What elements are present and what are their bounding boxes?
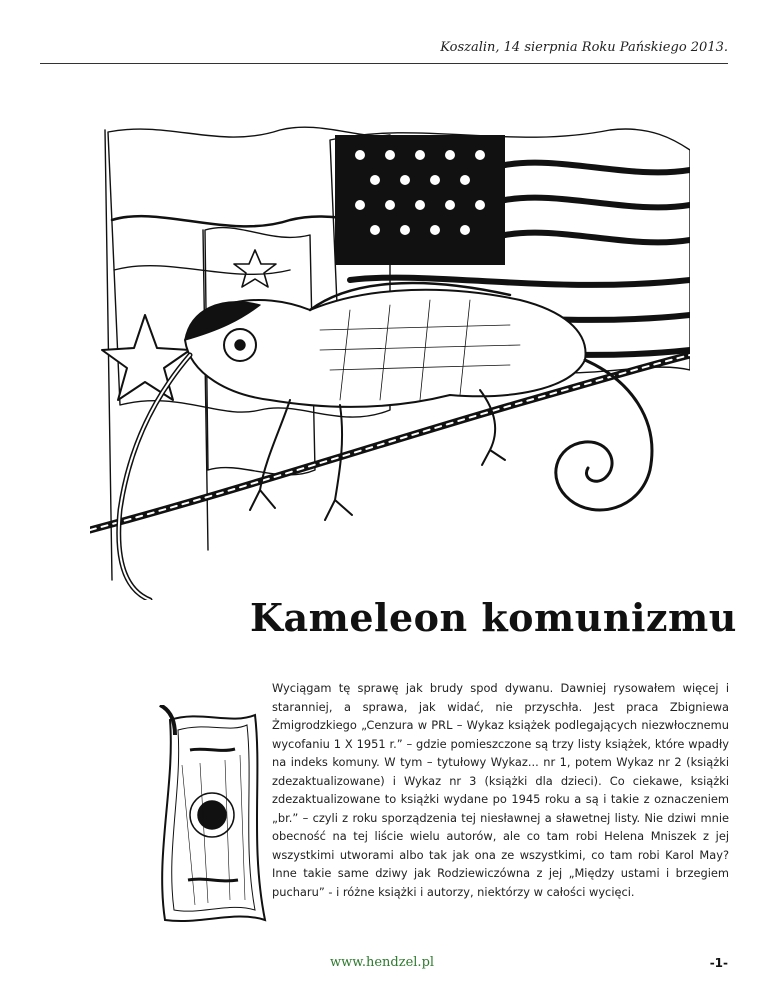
star-shape — [234, 250, 276, 287]
chameleon-leg — [250, 400, 290, 510]
chameleon-pupil — [235, 340, 245, 350]
us-flag-stripe — [505, 198, 690, 208]
header-rule — [40, 63, 728, 64]
us-flag-stripe — [505, 233, 690, 243]
article-body: Wyciągam tę sprawę jak brudy spod dywanu. Dawniej rysowałem więcej i staranniej, a sprawa, jak widać, nie przyschła. Jest praca Zbigniewa Żmigrodzkiego „Cenzura w PRL – Wykaz książek podlegających niezwłocznemu wycofaniu 1 X 1951 r.” – gdzie pomieszczone są trzy listy książek, które wpadły na indeks komuny. W tym – tytułowy Wykaz... nr 1, potem Wykaz nr 2 (książki zdezaktualizowane) i Wykaz nr 3 (książki dla dzieci). Co ciekawe, książki zdezaktualizowane to książki wydane po 1945 roku a są i takie z oznaczeniem „br.” – czyli z roku sporządzenia tej niesławnej a sławetnej listy. Nie dziwi mnie obecność na tej liście wielu autorów, ale co tam robi Helena Mniszek z jej wszystkimi utworami albo tak jak ona ze wszystkimi, co tam robi Karol May? Inne takie same dziwy jak Rodziewiczówna z jej „Między ustami i brzegiem pucharu” - i różne książki i autorzy, niektórzy w całości wycięci. — [272, 681, 729, 899]
star-shape — [102, 315, 190, 400]
date-line: Koszalin, 14 sierpnia Roku Pańskiego 2013. — [440, 40, 728, 55]
page-number: -1- — [709, 956, 728, 970]
footer-url-link[interactable]: www.hendzel.pl — [330, 955, 435, 970]
chameleon-leg — [480, 390, 505, 465]
article-title: Kameleon komunizmu — [250, 595, 737, 640]
us-flag-stripe — [505, 163, 690, 173]
dollar-bill-illustration — [150, 705, 270, 930]
chameleon-flags-illustration — [90, 110, 690, 600]
chameleon-tail — [556, 360, 652, 510]
